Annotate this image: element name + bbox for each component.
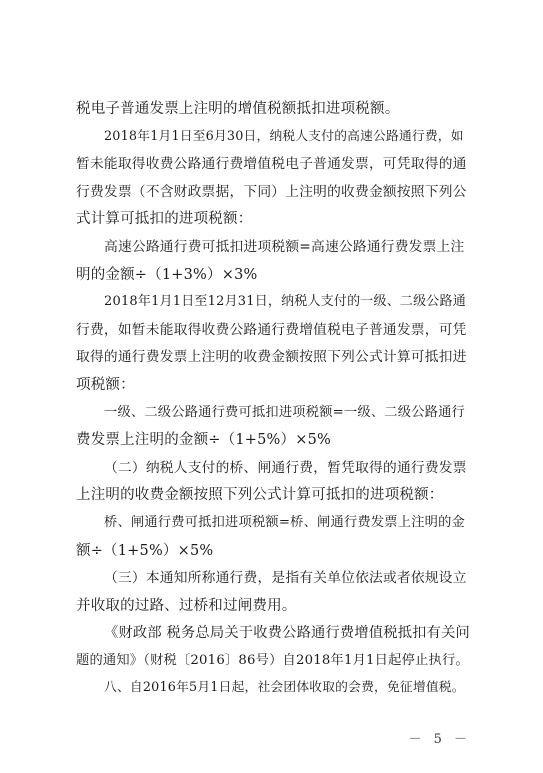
text-line: 《财政部 税务总局关于收费公路通行费增值税抵扣有关问 [104,625,470,642]
text-line: 2018年1月1日至6月30日，纳税人支付的高速公路通行费，如 [104,128,464,144]
text-line: 桥、闸通行费可抵扣进项税额=桥、闸通行费发票上注明的金 [104,514,466,530]
text-line: （三）本通知所称通行费，是指有关单位依法或者依规设立 [104,570,467,587]
text-line: 暂未能取得收费公路通行费增值税电子普通发票，可凭取得的通 [76,156,467,173]
text-line: 取得的通行费发票上注明的收费金额按照下列公式计算可抵扣进 [76,349,467,366]
text-line: 项税额： [76,376,135,393]
text-line: 高速公路通行费可抵扣进项税额=高速公路通行费发票上注 [104,238,465,255]
text-line: 额÷（1+5%）×5% [76,542,214,559]
text-line: 式计算可抵扣的进项税额： [76,211,253,228]
text-line: 费发票上注明的金额÷（1+5%）×5% [76,432,331,449]
document-body [76,98,470,705]
text-line: 八、自2016年5月1日起，社会团体收取的会费，免征增值税。 [104,680,465,696]
text-line: （二）纳税人支付的桥、闸通行费，暂凭取得的通行费发票 [104,459,467,476]
text-line: 行费，如暂未能取得收费公路通行费增值税电子普通发票，可凭 [76,321,467,338]
text-line: 上注明的收费金额按照下列公式计算可抵扣的进项税额： [76,487,444,504]
text-line: 税电子普通发票上注明的增值税额抵扣进项税额。 [76,101,400,117]
text-line: 行费发票（不含财政票据，下同）上注明的收费金额按照下列公 [76,183,467,200]
text-line: 题的通知》（财税〔2016〕86号）自2018年1月1日起停止执行。 [76,652,469,668]
text-line: 明的金额÷（1+3%）×3% [76,266,258,283]
text-line: 一级、二级公路通行费可抵扣进项税额=一级、二级公路通行 [104,404,466,420]
text-line: 2018年1月1日至12月31日，纳税人支付的一级、二级公路通 [104,294,466,310]
text-line: 并收取的过路、过桥和过闸费用。 [76,597,297,614]
page-number: － 5 － [408,732,471,747]
